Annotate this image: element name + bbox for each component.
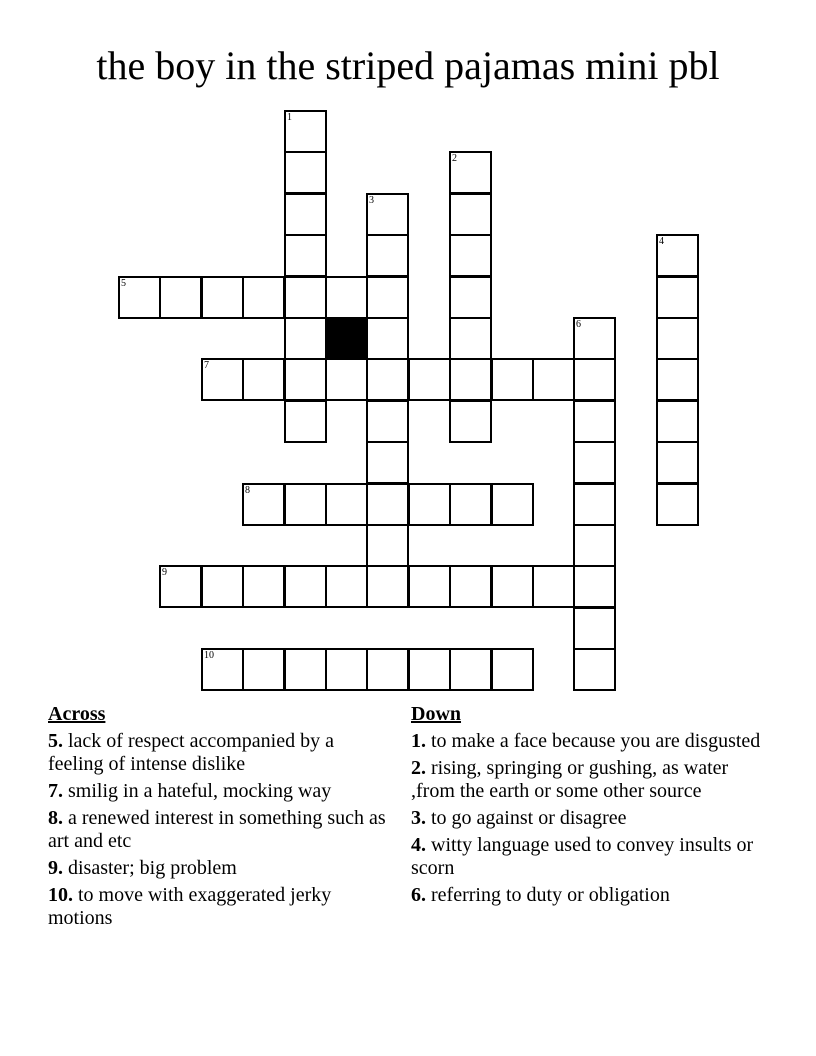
grid-cell[interactable]	[656, 400, 699, 443]
clue-text: smilig in a hateful, mocking way	[68, 780, 332, 802]
grid-cell[interactable]	[366, 358, 409, 401]
grid-cell[interactable]	[366, 648, 409, 691]
grid-cell[interactable]	[242, 648, 285, 691]
grid-cell[interactable]	[242, 358, 285, 401]
clue-text: witty language used to convey insults or scorn	[411, 834, 754, 879]
grid-cell[interactable]	[201, 648, 244, 691]
grid-cell[interactable]	[408, 358, 451, 401]
grid-cell[interactable]	[325, 358, 368, 401]
grid-cell[interactable]	[366, 565, 409, 608]
grid-cell[interactable]	[284, 193, 327, 236]
grid-cell[interactable]	[449, 358, 492, 401]
clue-text: disaster; big problem	[68, 857, 237, 879]
grid-cell[interactable]	[366, 234, 409, 277]
grid-cell[interactable]	[656, 234, 699, 277]
grid-cell[interactable]	[656, 441, 699, 484]
grid-cell[interactable]	[366, 276, 409, 319]
grid-cell[interactable]	[573, 648, 616, 691]
grid-cell[interactable]	[201, 358, 244, 401]
grid-cell[interactable]	[532, 358, 575, 401]
grid-cell[interactable]	[284, 276, 327, 319]
down-clue	[411, 807, 761, 830]
clue-number-label: 9	[162, 567, 167, 578]
grid-cell[interactable]	[366, 317, 409, 360]
grid-cell[interactable]	[573, 565, 616, 608]
clue-text: to move with exaggerated jerky motions	[48, 884, 332, 929]
clue-number: 3.	[411, 807, 426, 829]
grid-cell[interactable]	[449, 400, 492, 443]
grid-cell[interactable]	[449, 151, 492, 194]
clue-number: 2.	[411, 757, 426, 779]
clue-number-label: 6	[576, 319, 581, 330]
grid-cell[interactable]	[491, 358, 534, 401]
grid-cell[interactable]	[284, 358, 327, 401]
clue-number-label: 3	[369, 195, 374, 206]
grid-cell[interactable]	[573, 317, 616, 360]
grid-cell[interactable]	[449, 276, 492, 319]
across-heading: Across	[48, 703, 106, 725]
clue-number: 10.	[48, 884, 73, 906]
grid-block	[325, 317, 368, 360]
grid-cell[interactable]	[573, 483, 616, 526]
grid-cell[interactable]	[573, 524, 616, 567]
down-clues	[411, 703, 761, 911]
grid-cell[interactable]	[366, 524, 409, 567]
grid-cell[interactable]	[532, 565, 575, 608]
grid-cell[interactable]	[491, 483, 534, 526]
grid-cell[interactable]	[449, 565, 492, 608]
clue-number: 1.	[411, 730, 426, 752]
grid-cell[interactable]	[242, 565, 285, 608]
grid-cell[interactable]	[325, 565, 368, 608]
down-clue	[411, 730, 761, 753]
grid-cell[interactable]	[201, 276, 244, 319]
clue-number-label: 10	[204, 650, 214, 661]
clue-number-label: 5	[121, 278, 126, 289]
grid-cell[interactable]	[159, 565, 202, 608]
grid-cell[interactable]	[656, 358, 699, 401]
grid-cell[interactable]	[449, 648, 492, 691]
grid-cell[interactable]	[366, 400, 409, 443]
grid-cell[interactable]	[449, 234, 492, 277]
clue-number-label: 1	[287, 112, 292, 123]
grid-cell[interactable]	[284, 648, 327, 691]
down-clue	[411, 884, 761, 907]
grid-cell[interactable]	[656, 276, 699, 319]
grid-cell[interactable]	[325, 483, 368, 526]
grid-cell[interactable]	[449, 317, 492, 360]
grid-cell[interactable]	[573, 358, 616, 401]
grid-cell[interactable]	[366, 193, 409, 236]
clue-number-label: 2	[452, 153, 457, 164]
grid-cell[interactable]	[573, 400, 616, 443]
clue-number-label: 4	[659, 236, 664, 247]
grid-cell[interactable]	[242, 276, 285, 319]
across-clue	[48, 807, 393, 853]
grid-cell[interactable]	[366, 483, 409, 526]
grid-cell[interactable]	[284, 234, 327, 277]
across-clues	[48, 703, 393, 934]
clue-number: 8.	[48, 807, 63, 829]
grid-cell[interactable]	[284, 110, 327, 153]
across-clue	[48, 857, 393, 880]
grid-cell[interactable]	[491, 565, 534, 608]
down-clue	[411, 834, 761, 880]
grid-cell[interactable]	[284, 151, 327, 194]
grid-cell[interactable]	[325, 276, 368, 319]
clue-text: referring to duty or obligation	[431, 884, 670, 906]
grid-cell[interactable]	[656, 483, 699, 526]
clue-text: lack of respect accompanied by a feeling of intense dislike	[48, 730, 334, 775]
clue-number: 5.	[48, 730, 63, 752]
clue-text: rising, springing or gushing, as water ,from the earth or some other source	[411, 757, 729, 802]
grid-cell[interactable]	[284, 317, 327, 360]
clue-number-label: 7	[204, 360, 209, 371]
grid-cell[interactable]	[491, 648, 534, 691]
grid-cell[interactable]	[284, 400, 327, 443]
clue-number-label: 8	[245, 485, 250, 496]
down-heading: Down	[411, 703, 462, 725]
grid-cell[interactable]	[284, 483, 327, 526]
grid-cell[interactable]	[201, 565, 244, 608]
grid-cell[interactable]	[408, 648, 451, 691]
page-title: the boy in the striped pajamas mini pbl	[96, 43, 720, 88]
clue-number: 9.	[48, 857, 63, 879]
across-clue	[48, 780, 393, 803]
grid-cell[interactable]	[408, 483, 451, 526]
clue-text: to go against or disagree	[431, 807, 627, 829]
grid-cell[interactable]	[284, 565, 327, 608]
clue-number: 7.	[48, 780, 63, 802]
grid-cell[interactable]	[242, 483, 285, 526]
grid-cell[interactable]	[118, 276, 161, 319]
grid-cell[interactable]	[366, 441, 409, 484]
grid-cell[interactable]	[449, 483, 492, 526]
grid-cell[interactable]	[573, 607, 616, 650]
grid-cell[interactable]	[408, 565, 451, 608]
down-clue	[411, 757, 761, 803]
grid-cell[interactable]	[159, 276, 202, 319]
grid-cell[interactable]	[325, 648, 368, 691]
grid-cell[interactable]	[573, 441, 616, 484]
clue-number: 6.	[411, 884, 426, 906]
grid-cell[interactable]	[449, 193, 492, 236]
clue-number: 4.	[411, 834, 426, 856]
across-clue	[48, 884, 393, 930]
across-clue	[48, 730, 393, 776]
grid-cell[interactable]	[656, 317, 699, 360]
clue-text: to make a face because you are disgusted	[431, 730, 761, 752]
clue-text: a renewed interest in something such as art and etc	[48, 807, 386, 852]
